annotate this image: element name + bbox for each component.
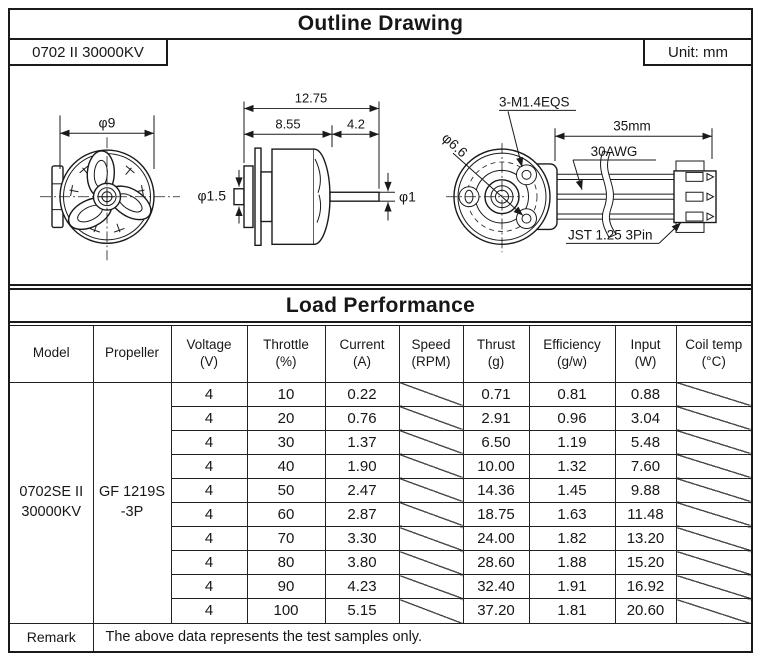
voltage-cell: 4 bbox=[171, 599, 247, 623]
table-row bbox=[10, 382, 751, 406]
throttle-cell: 90 bbox=[247, 575, 325, 599]
input-cell: 16.92 bbox=[615, 575, 676, 599]
mount-screws-label: 3-M1.4EQS bbox=[498, 94, 570, 110]
efficiency-cell: 1.88 bbox=[529, 551, 615, 575]
col-input: Input (W) bbox=[615, 326, 676, 382]
side-total-label: 12.75 bbox=[294, 90, 328, 106]
throttle-cell: 20 bbox=[247, 406, 325, 430]
voltage-cell: 4 bbox=[171, 502, 247, 526]
throttle-cell: 50 bbox=[247, 478, 325, 502]
dim-side-body bbox=[244, 116, 332, 147]
speed-cell-blank bbox=[399, 454, 463, 478]
connector-label: JST 1.25 3Pin bbox=[568, 227, 653, 243]
throttle-cell: 80 bbox=[247, 551, 325, 575]
model-line2: 30000KV bbox=[21, 503, 82, 520]
col-propeller: Propeller bbox=[93, 326, 171, 382]
unit-label-box: Unit: mm bbox=[643, 40, 751, 66]
voltage-cell: 4 bbox=[171, 430, 247, 454]
input-cell: 5.48 bbox=[615, 430, 676, 454]
thrust-cell: 10.00 bbox=[463, 454, 529, 478]
current-cell: 0.22 bbox=[325, 382, 399, 406]
speed-cell-blank bbox=[399, 551, 463, 575]
shaft-diameter-label: φ1 bbox=[399, 188, 416, 205]
voltage-cell: 4 bbox=[171, 454, 247, 478]
current-cell: 0.76 bbox=[325, 406, 399, 430]
voltage-cell: 4 bbox=[171, 406, 247, 430]
label-connector bbox=[566, 223, 681, 244]
col-model: Model bbox=[10, 326, 93, 382]
propeller-line2: -3P bbox=[120, 503, 144, 520]
input-cell: 20.60 bbox=[615, 599, 676, 623]
model-label-box: 0702 II 30000KV bbox=[10, 40, 168, 66]
col-speed: Speed (RPM) bbox=[399, 326, 463, 382]
efficiency-cell: 1.19 bbox=[529, 430, 615, 454]
efficiency-cell: 0.96 bbox=[529, 406, 615, 430]
input-cell: 7.60 bbox=[615, 454, 676, 478]
dim-rear-shaft-diameter bbox=[197, 170, 239, 224]
coil-temp-cell-blank bbox=[676, 575, 751, 599]
input-cell: 0.88 bbox=[615, 382, 676, 406]
current-cell: 1.90 bbox=[325, 454, 399, 478]
side-view bbox=[197, 91, 416, 246]
coil-temp-cell-blank bbox=[676, 502, 751, 526]
coil-temp-cell-blank bbox=[676, 599, 751, 623]
efficiency-cell: 1.45 bbox=[529, 478, 615, 502]
table-header bbox=[10, 326, 751, 382]
speed-cell-blank bbox=[399, 575, 463, 599]
rear-view bbox=[439, 95, 716, 253]
outline-drawing-svg bbox=[10, 40, 751, 284]
coil-temp-cell-blank bbox=[676, 406, 751, 430]
model-line1: 0702SE II bbox=[19, 483, 84, 500]
col-voltage: Voltage (V) bbox=[171, 326, 247, 382]
throttle-cell: 70 bbox=[247, 527, 325, 551]
efficiency-cell: 1.63 bbox=[529, 502, 615, 526]
wire-gauge-label: 30AWG bbox=[590, 144, 638, 160]
col-current: Current (A) bbox=[325, 326, 399, 382]
throttle-cell: 30 bbox=[247, 430, 325, 454]
propeller-line1: GF 1219S bbox=[98, 483, 166, 500]
input-cell: 15.20 bbox=[615, 551, 676, 575]
efficiency-cell: 1.82 bbox=[529, 527, 615, 551]
current-cell: 4.23 bbox=[325, 575, 399, 599]
rear-shaft-diameter-label: φ1.5 bbox=[197, 187, 226, 204]
thrust-cell: 18.75 bbox=[463, 502, 529, 526]
load-performance-table bbox=[10, 326, 751, 651]
speed-cell-blank bbox=[399, 382, 463, 406]
coil-temp-cell-blank bbox=[676, 478, 751, 502]
coil-temp-cell-blank bbox=[676, 527, 751, 551]
voltage-cell: 4 bbox=[171, 478, 247, 502]
input-cell: 3.04 bbox=[615, 406, 676, 430]
col-thrust: Thrust (g) bbox=[463, 326, 529, 382]
col-coil-temp: Coil temp (°C) bbox=[676, 326, 751, 382]
label-wire-gauge bbox=[573, 144, 656, 190]
input-cell: 13.20 bbox=[615, 527, 676, 551]
load-performance-table-wrap bbox=[10, 325, 751, 651]
throttle-cell: 60 bbox=[247, 502, 325, 526]
thrust-cell: 14.36 bbox=[463, 478, 529, 502]
load-table-body bbox=[10, 382, 751, 623]
outline-drawing-section bbox=[10, 40, 751, 286]
table-footer bbox=[10, 623, 751, 651]
col-efficiency: Efficiency (g/w) bbox=[529, 326, 615, 382]
front-view bbox=[40, 114, 180, 260]
thrust-cell: 6.50 bbox=[463, 430, 529, 454]
input-cell: 9.88 bbox=[615, 478, 676, 502]
propeller-cell bbox=[93, 382, 171, 623]
speed-cell-blank bbox=[399, 406, 463, 430]
coil-temp-cell-blank bbox=[676, 551, 751, 575]
current-cell: 3.30 bbox=[325, 527, 399, 551]
coil-temp-cell-blank bbox=[676, 382, 751, 406]
wire-length-label: 35mm bbox=[613, 118, 651, 134]
side-body-label: 8.55 bbox=[275, 116, 301, 132]
thrust-cell: 32.40 bbox=[463, 575, 529, 599]
mount-circle-label: φ6.6 bbox=[438, 129, 471, 161]
voltage-cell: 4 bbox=[171, 575, 247, 599]
side-shaft-length-label: 4.2 bbox=[346, 116, 366, 132]
thrust-cell: 0.71 bbox=[463, 382, 529, 406]
current-cell: 5.15 bbox=[325, 599, 399, 623]
current-cell: 1.37 bbox=[325, 430, 399, 454]
dim-side-shaft-length bbox=[332, 116, 379, 134]
page-title: Outline Drawing bbox=[10, 10, 751, 40]
remark-text: The above data represents the test samples only. bbox=[93, 623, 751, 651]
thrust-cell: 28.60 bbox=[463, 551, 529, 575]
throttle-cell: 40 bbox=[247, 454, 325, 478]
current-cell: 3.80 bbox=[325, 551, 399, 575]
current-cell: 2.87 bbox=[325, 502, 399, 526]
col-throttle: Throttle (%) bbox=[247, 326, 325, 382]
header-row bbox=[10, 326, 751, 382]
efficiency-cell: 1.81 bbox=[529, 599, 615, 623]
throttle-cell: 100 bbox=[247, 599, 325, 623]
efficiency-cell: 1.32 bbox=[529, 454, 615, 478]
thrust-cell: 2.91 bbox=[463, 406, 529, 430]
load-performance-title: Load Performance bbox=[10, 288, 751, 323]
dim-shaft-diameter bbox=[379, 173, 416, 221]
voltage-cell: 4 bbox=[171, 527, 247, 551]
connector bbox=[674, 161, 716, 232]
thrust-cell: 37.20 bbox=[463, 599, 529, 623]
thrust-cell: 24.00 bbox=[463, 527, 529, 551]
throttle-cell: 10 bbox=[247, 382, 325, 406]
voltage-cell: 4 bbox=[171, 551, 247, 575]
coil-temp-cell-blank bbox=[676, 454, 751, 478]
model-cell bbox=[10, 382, 93, 623]
remark-row bbox=[10, 623, 751, 651]
voltage-cell: 4 bbox=[171, 382, 247, 406]
datasheet-page bbox=[8, 8, 753, 653]
coil-temp-cell-blank bbox=[676, 430, 751, 454]
front-diameter-label: φ9 bbox=[98, 114, 116, 131]
current-cell: 2.47 bbox=[325, 478, 399, 502]
input-cell: 11.48 bbox=[615, 502, 676, 526]
speed-cell-blank bbox=[399, 527, 463, 551]
speed-cell-blank bbox=[399, 502, 463, 526]
speed-cell-blank bbox=[399, 599, 463, 623]
efficiency-cell: 0.81 bbox=[529, 382, 615, 406]
efficiency-cell: 1.91 bbox=[529, 575, 615, 599]
speed-cell-blank bbox=[399, 478, 463, 502]
speed-cell-blank bbox=[399, 430, 463, 454]
remark-label: Remark bbox=[10, 623, 93, 651]
